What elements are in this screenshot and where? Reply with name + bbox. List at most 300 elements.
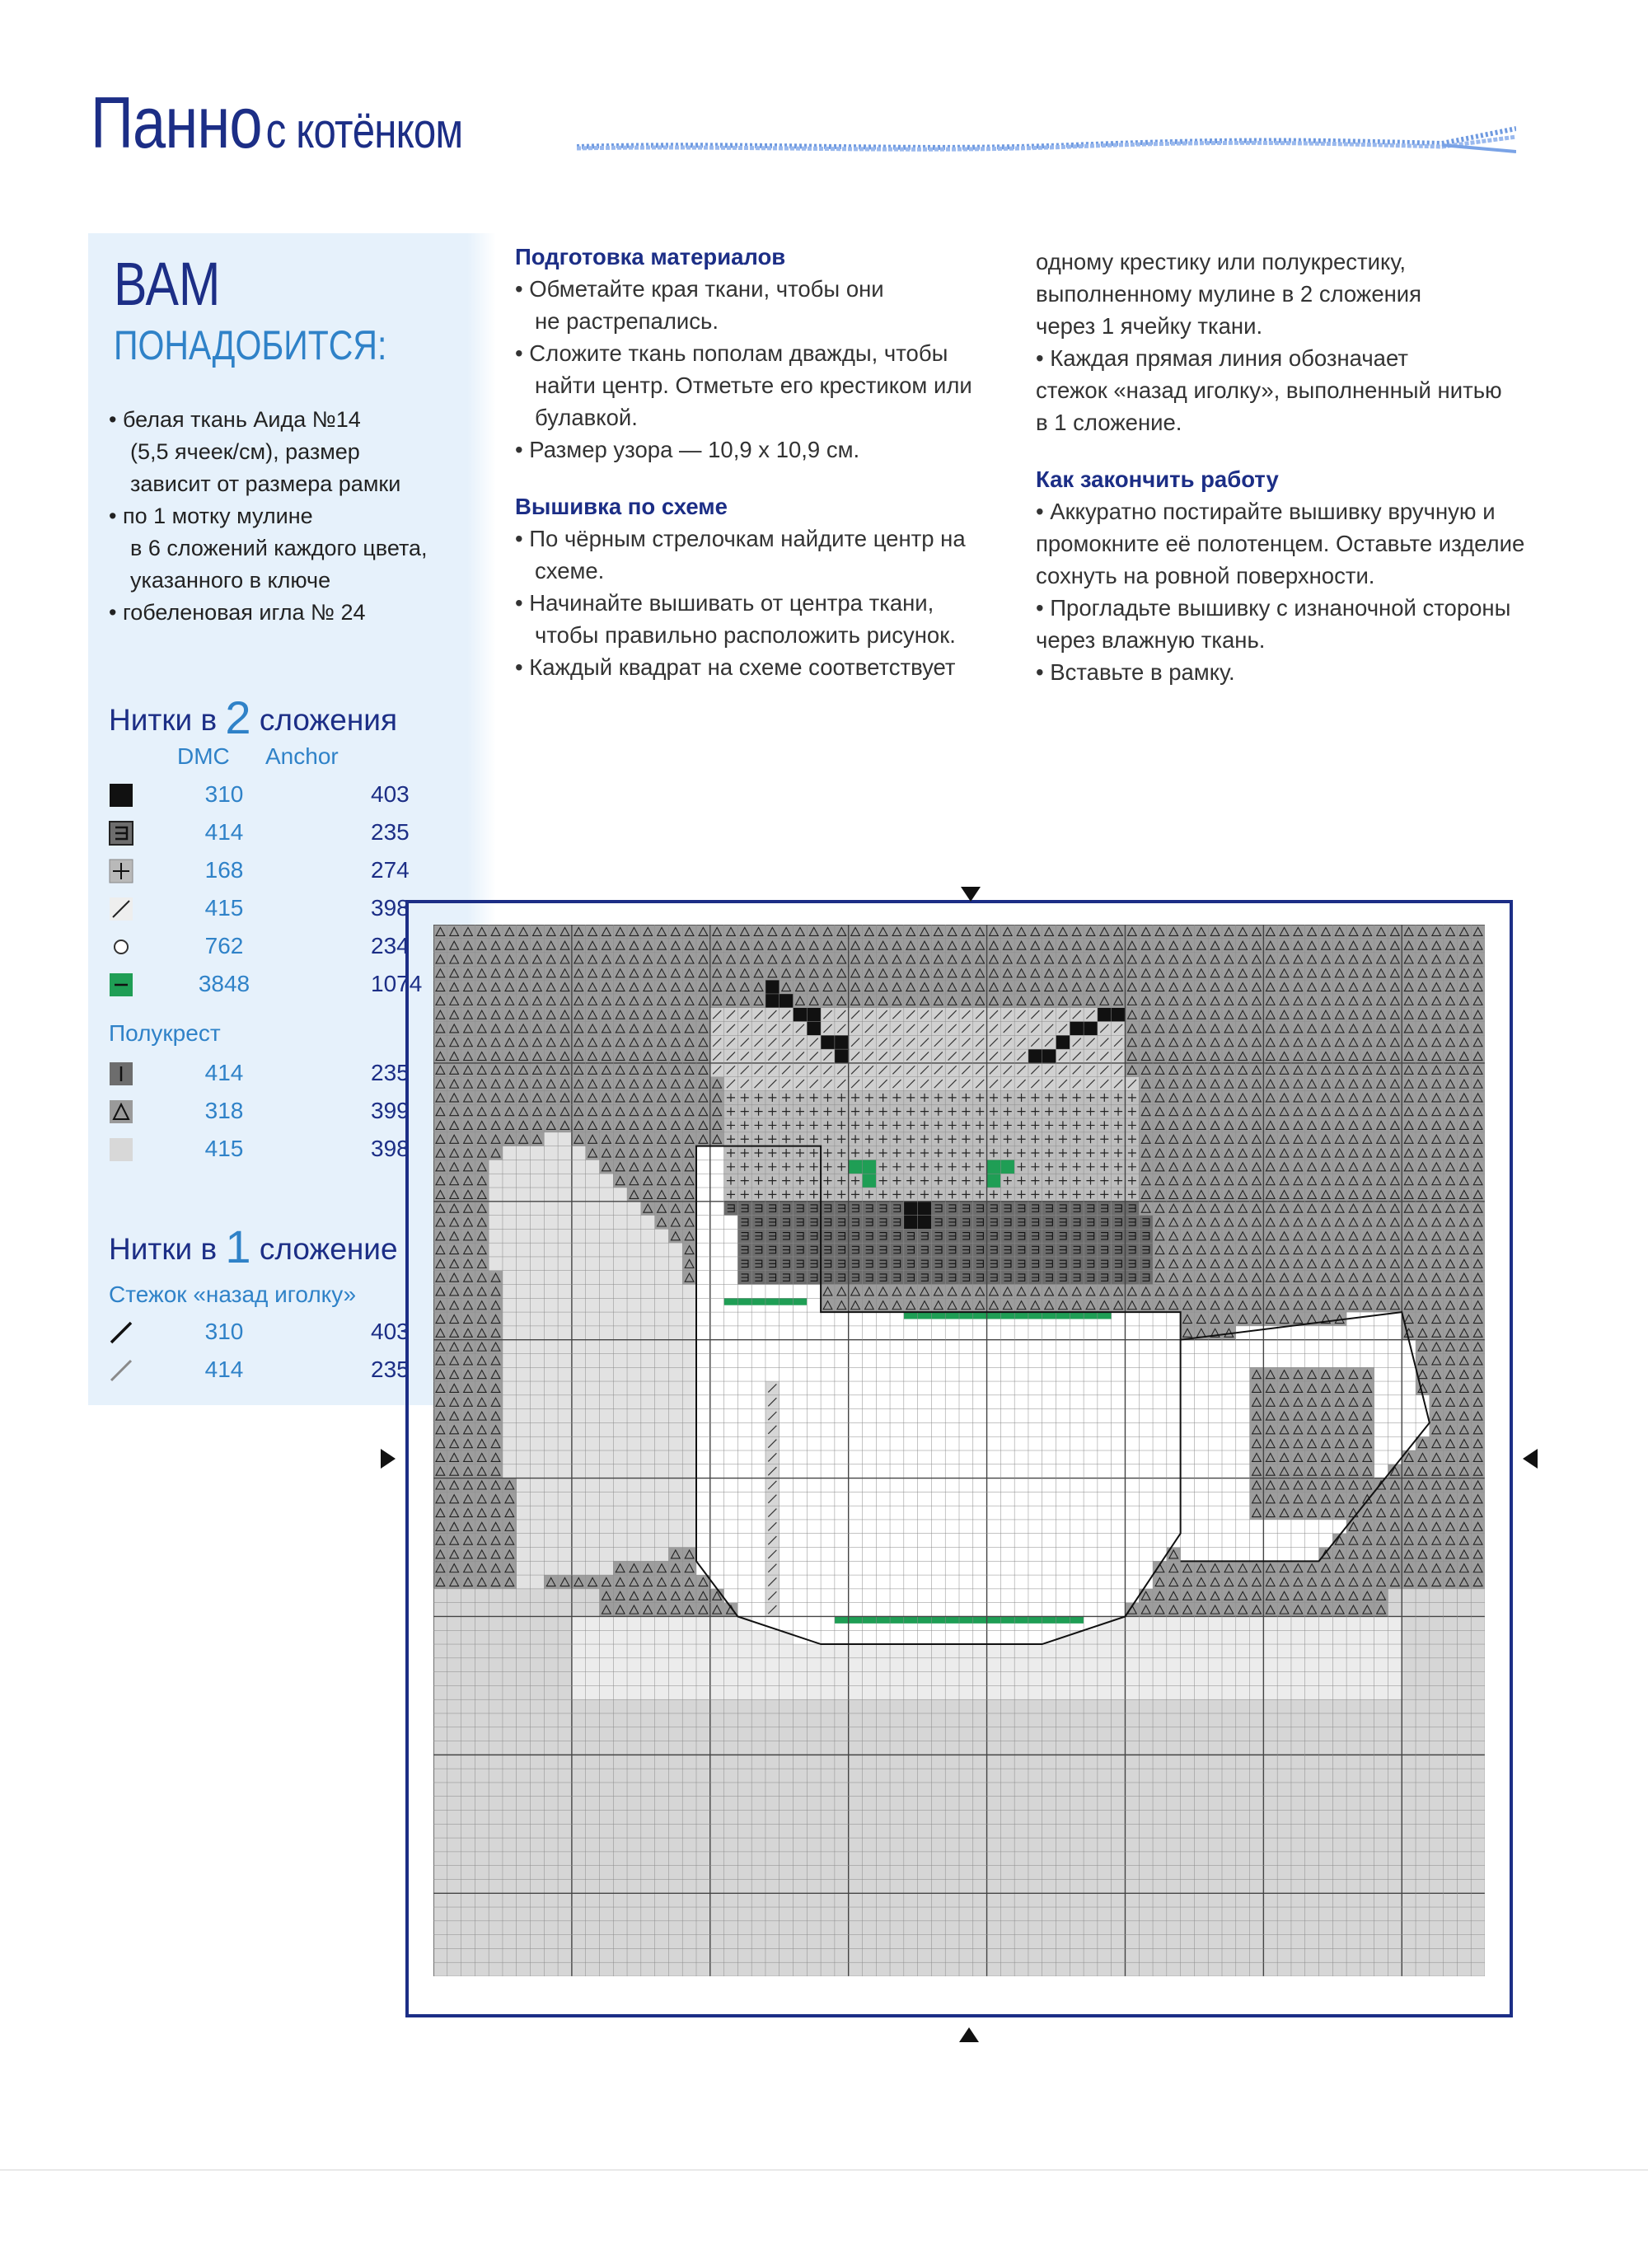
chart-cell	[517, 1395, 531, 1409]
chart-cell	[1194, 1381, 1208, 1395]
chart-cell	[1084, 1381, 1098, 1395]
chart-cell	[765, 1285, 780, 1299]
instruction-line: • Прогладьте вышивку с изнаночной стороны	[1036, 595, 1511, 621]
chart-cell	[531, 1202, 545, 1216]
chart-cell	[737, 1285, 751, 1299]
chart-cell	[503, 1202, 517, 1216]
chart-cell	[765, 1367, 780, 1381]
chart-cell	[1305, 1353, 1319, 1367]
chart-cell	[517, 1367, 531, 1381]
chart-cell	[1000, 1422, 1014, 1436]
chart-cell	[627, 1367, 641, 1381]
chart-cell	[1277, 1353, 1291, 1367]
chart-cell	[627, 1340, 641, 1354]
chart-cell	[682, 1326, 696, 1340]
chart-cell	[613, 1326, 627, 1340]
chart-cell	[724, 1216, 738, 1230]
chart-cell	[599, 1409, 613, 1423]
chart-cell	[517, 1422, 531, 1436]
materials-line: • белая ткань Аида №14	[109, 407, 361, 432]
chart-cell	[613, 1298, 627, 1312]
chart-cell	[1319, 1340, 1333, 1354]
chart-cell	[586, 1257, 600, 1271]
chart-cell	[945, 1326, 959, 1340]
chart-cell	[904, 1381, 918, 1395]
thread-symbol-icon	[109, 1099, 133, 1124]
chart-cell	[710, 1326, 724, 1340]
dmc-number: 414	[204, 1060, 244, 1085]
chart-cell	[696, 1381, 710, 1395]
section-heading: Вышивка по схеме	[515, 494, 728, 519]
chart-cell	[1374, 1326, 1388, 1340]
chart-cell	[1112, 1422, 1126, 1436]
chart-cell	[1014, 1340, 1028, 1354]
chart-cell	[1181, 1340, 1195, 1354]
chart-cell	[1014, 1395, 1028, 1409]
chart-cell	[973, 1367, 987, 1381]
chart-cell	[696, 1243, 710, 1257]
chart-cell	[1222, 1340, 1236, 1354]
chart-cell	[655, 1298, 669, 1312]
chart-cell	[918, 1409, 932, 1423]
chart-cell	[780, 1312, 794, 1326]
chart-cell	[1125, 1422, 1139, 1436]
chart-cell	[876, 1409, 890, 1423]
chart-cell	[1139, 1326, 1153, 1340]
chart-cell	[765, 1326, 780, 1340]
chart-cell	[572, 1422, 586, 1436]
chart-cell	[794, 1353, 808, 1367]
chart-cell	[737, 1381, 751, 1395]
chart-cell	[641, 1216, 655, 1230]
chart-cell	[862, 1353, 876, 1367]
chart-cell	[890, 1409, 904, 1423]
chart-cell	[931, 1353, 945, 1367]
chart-cell	[627, 1312, 641, 1326]
chart-cell	[1042, 1340, 1056, 1354]
chart-cell	[1194, 1353, 1208, 1367]
chart-cell	[682, 1285, 696, 1299]
chart-cell	[945, 1340, 959, 1354]
chart-cell	[876, 1381, 890, 1395]
chart-cell	[794, 1395, 808, 1409]
chart-cell	[1305, 1326, 1319, 1340]
chart-cell	[531, 1216, 545, 1230]
chart-cell	[503, 1422, 517, 1436]
chart-cell	[641, 1312, 655, 1326]
chart-cell	[655, 1229, 669, 1243]
chart-cell	[807, 1340, 821, 1354]
chart-cell	[876, 1367, 890, 1381]
chart-cell	[807, 1381, 821, 1395]
chart-cell	[572, 1146, 586, 1160]
chart-cell	[668, 1422, 682, 1436]
chart-cell	[682, 1381, 696, 1395]
chart-cell	[1222, 1409, 1236, 1423]
chart-cell	[1153, 1395, 1167, 1409]
chart-cell	[668, 1257, 682, 1271]
chart-cell	[710, 1174, 724, 1188]
chart-cell	[544, 1367, 558, 1381]
chart-cell	[599, 1353, 613, 1367]
chart-cell	[599, 1271, 613, 1285]
chart-cell	[627, 1229, 641, 1243]
chart-cell	[682, 1395, 696, 1409]
chart-cell	[558, 1174, 572, 1188]
chart-cell	[1374, 1422, 1388, 1436]
chart-cell	[682, 1298, 696, 1312]
chart-cell	[558, 1257, 572, 1271]
chart-cell	[737, 1326, 751, 1340]
chart-cell	[696, 1353, 710, 1367]
chart-cell	[807, 1395, 821, 1409]
chart-cell	[544, 1243, 558, 1257]
chart-cell	[862, 1422, 876, 1436]
thread-decoration	[577, 124, 1516, 173]
chart-cell	[737, 1367, 751, 1381]
chart-cell	[835, 1326, 849, 1340]
chart-cell	[1153, 1340, 1167, 1354]
chart-cell	[1070, 1340, 1084, 1354]
chart-cell	[1388, 1326, 1402, 1340]
chart-cell	[544, 1216, 558, 1230]
chart-cell	[987, 1409, 1001, 1423]
dmc-number: 3848	[198, 971, 250, 996]
chart-cell	[1167, 1395, 1181, 1409]
chart-cell	[572, 1340, 586, 1354]
chart-cell	[1042, 1422, 1056, 1436]
thread-symbol-icon	[109, 859, 133, 883]
chart-cell	[904, 1409, 918, 1423]
chart-cell	[517, 1285, 531, 1299]
chart-cell	[945, 1367, 959, 1381]
thread-symbol-icon	[109, 935, 133, 959]
chart-cell	[517, 1229, 531, 1243]
chart-cell	[544, 1409, 558, 1423]
chart-cell	[890, 1353, 904, 1367]
chart-cell	[780, 1395, 794, 1409]
chart-cell	[710, 1285, 724, 1299]
chart-cell	[1112, 1381, 1126, 1395]
chart-cell	[807, 1285, 821, 1299]
chart-cell	[821, 1326, 835, 1340]
chart-cell	[627, 1326, 641, 1340]
chart-cell	[904, 1422, 918, 1436]
chart-cell	[1194, 1409, 1208, 1423]
chart-cell	[1374, 1367, 1388, 1381]
chart-cell	[517, 1216, 531, 1230]
chart-cell	[558, 1229, 572, 1243]
chart-cell	[904, 1367, 918, 1381]
chart-cell	[627, 1381, 641, 1395]
cross-stitch-chart	[433, 925, 1485, 1976]
spacer	[515, 466, 1009, 490]
chart-cell	[544, 1146, 558, 1160]
chart-cell	[724, 1326, 738, 1340]
chart-cell	[1374, 1381, 1388, 1395]
chart-cell	[572, 1160, 586, 1174]
chart-cell	[544, 1395, 558, 1409]
chart-cell	[668, 1395, 682, 1409]
instruction-line: • Каждый квадрат на схеме соответствует	[515, 654, 956, 680]
chart-cell	[1236, 1422, 1250, 1436]
chart-cell	[503, 1285, 517, 1299]
chart-cell	[1222, 1367, 1236, 1381]
chart-cell	[780, 1340, 794, 1354]
chart-cell	[821, 1367, 835, 1381]
chart-cell	[503, 1271, 517, 1285]
chart-cell	[655, 1326, 669, 1340]
chart-cell	[835, 1381, 849, 1395]
chart-cell	[973, 1381, 987, 1395]
chart-cell	[1070, 1326, 1084, 1340]
chart-cell	[668, 1285, 682, 1299]
chart-cell	[586, 1340, 600, 1354]
chart-cell	[835, 1409, 849, 1423]
chart-cell	[1388, 1395, 1402, 1409]
chart-cell	[918, 1395, 932, 1409]
chart-cell	[641, 1381, 655, 1395]
chart-cell	[655, 1367, 669, 1381]
anchor-column-header: Anchor	[265, 743, 339, 769]
chart-cell	[835, 1367, 849, 1381]
chart-cell	[1181, 1367, 1195, 1381]
chart-cell	[1291, 1340, 1305, 1354]
chart-cell	[517, 1312, 531, 1326]
chart-cell	[737, 1422, 751, 1436]
chart-cell	[641, 1395, 655, 1409]
chart-cell	[586, 1216, 600, 1230]
chart-cell	[973, 1340, 987, 1354]
chart-cell	[794, 1422, 808, 1436]
chart-cell	[1319, 1353, 1333, 1367]
instruction-line: найти центр. Отметьте его крестиком или	[535, 373, 972, 398]
chart-cell	[780, 1381, 794, 1395]
thread-key-row	[109, 968, 455, 1005]
chart-cell	[973, 1409, 987, 1423]
chart-cell	[1291, 1326, 1305, 1340]
chart-cell	[780, 1326, 794, 1340]
chart-cell	[517, 1243, 531, 1257]
chart-cell	[1028, 1395, 1042, 1409]
chart-cell	[1000, 1395, 1014, 1409]
chart-cell	[1388, 1422, 1402, 1436]
chart-cell	[724, 1312, 738, 1326]
chart-cell	[558, 1202, 572, 1216]
chart-cell	[558, 1367, 572, 1381]
chart-cell	[627, 1409, 641, 1423]
chart-cell	[780, 1367, 794, 1381]
chart-cell	[794, 1340, 808, 1354]
chart-cell	[890, 1326, 904, 1340]
chart-cell	[780, 1422, 794, 1436]
chart-cell	[641, 1422, 655, 1436]
chart-cell	[696, 1229, 710, 1243]
chart-cell	[1125, 1367, 1139, 1381]
chart-cell	[1098, 1367, 1112, 1381]
chart-cell	[655, 1353, 669, 1367]
chart-cell	[627, 1285, 641, 1299]
chart-cell	[544, 1271, 558, 1285]
chart-cell	[572, 1326, 586, 1340]
chart-cell	[959, 1326, 973, 1340]
chart-cell	[586, 1326, 600, 1340]
chart-cell	[1167, 1422, 1181, 1436]
chart-cell	[1222, 1381, 1236, 1395]
chart-cell	[1056, 1395, 1070, 1409]
chart-cell	[959, 1422, 973, 1436]
chart-cell	[849, 1395, 863, 1409]
chart-cell	[849, 1422, 863, 1436]
chart-cell	[751, 1422, 765, 1436]
chart-cell	[1042, 1381, 1056, 1395]
chart-cell	[1167, 1381, 1181, 1395]
chart-cell	[544, 1381, 558, 1395]
chart-cell	[1291, 1353, 1305, 1367]
chart-cell	[1346, 1340, 1360, 1354]
chart-cell	[558, 1395, 572, 1409]
anchor-number: 403	[371, 1319, 410, 1344]
dmc-number: 415	[204, 1136, 244, 1161]
chart-cell	[737, 1340, 751, 1354]
chart-cell	[641, 1409, 655, 1423]
chart-cell	[1070, 1353, 1084, 1367]
chart-cell	[1346, 1353, 1360, 1367]
chart-cell	[973, 1353, 987, 1367]
materials-line: • по 1 мотку мулине	[109, 504, 313, 528]
chart-cell	[1332, 1326, 1346, 1340]
instruction-line: • Вставьте в рамку.	[1036, 659, 1235, 685]
chart-cell	[945, 1409, 959, 1423]
materials-line: зависит от размера рамки	[130, 471, 401, 496]
thread-key-row	[109, 930, 455, 968]
instruction-line: не растрепались.	[535, 308, 719, 334]
chart-cell	[1208, 1340, 1222, 1354]
chart-cell	[586, 1367, 600, 1381]
chart-cell	[599, 1312, 613, 1326]
chart-cell	[544, 1298, 558, 1312]
chart-cell	[531, 1243, 545, 1257]
dmc-number: 415	[204, 895, 244, 921]
chart-cell	[586, 1353, 600, 1367]
chart-cell	[904, 1395, 918, 1409]
thread-key-row	[109, 1057, 455, 1094]
chart-cell	[1125, 1340, 1139, 1354]
chart-cell	[627, 1243, 641, 1257]
chart-cell	[641, 1229, 655, 1243]
chart-cell	[613, 1312, 627, 1326]
chart-cell	[641, 1298, 655, 1312]
chart-cell	[1139, 1395, 1153, 1409]
chart-cell	[780, 1285, 794, 1299]
chart-cell	[641, 1285, 655, 1299]
chart-cell	[710, 1381, 724, 1395]
chart-cell	[710, 1353, 724, 1367]
chart-cell	[807, 1422, 821, 1436]
chart-cell	[531, 1160, 545, 1174]
chart-cell	[1402, 1409, 1416, 1423]
chart-cell	[531, 1422, 545, 1436]
chart-cell	[696, 1202, 710, 1216]
chart-cell	[794, 1326, 808, 1340]
chart-cell	[1305, 1340, 1319, 1354]
chart-cell	[710, 1395, 724, 1409]
chart-cell	[599, 1202, 613, 1216]
chart-cell	[807, 1326, 821, 1340]
chart-cell	[1014, 1422, 1028, 1436]
thread-key-row	[109, 1094, 455, 1132]
chart-cell	[1194, 1340, 1208, 1354]
chart-cell	[558, 1285, 572, 1299]
chart-cell	[1250, 1340, 1264, 1354]
chart-cell	[655, 1422, 669, 1436]
chart-cell	[1402, 1381, 1416, 1395]
chart-cell	[599, 1367, 613, 1381]
chart-cell	[794, 1381, 808, 1395]
chart-cell	[973, 1395, 987, 1409]
chart-cell	[1236, 1409, 1250, 1423]
chart-cell	[586, 1422, 600, 1436]
chart-cell	[973, 1422, 987, 1436]
chart-cell	[1098, 1422, 1112, 1436]
chart-cell	[531, 1174, 545, 1188]
chart-cell	[655, 1340, 669, 1354]
materials-list	[109, 404, 471, 629]
chart-cell	[586, 1243, 600, 1257]
threads-1-heading: Нитки в 1 сложение	[109, 1221, 398, 1272]
chart-cell	[1042, 1409, 1056, 1423]
chart-cell	[613, 1409, 627, 1423]
chart-cell	[517, 1257, 531, 1271]
chart-cell	[517, 1381, 531, 1395]
chart-cell	[613, 1243, 627, 1257]
chart-cell	[835, 1340, 849, 1354]
anchor-number: 399	[371, 1098, 410, 1123]
chart-cell	[1222, 1395, 1236, 1409]
chart-cell	[641, 1340, 655, 1354]
chart-cell	[1153, 1409, 1167, 1423]
chart-cell	[503, 1216, 517, 1230]
chart-cell	[696, 1326, 710, 1340]
chart-cell	[696, 1422, 710, 1436]
chart-cell	[724, 1395, 738, 1409]
chart-cell	[544, 1422, 558, 1436]
chart-cell	[599, 1395, 613, 1409]
chart-cell	[945, 1395, 959, 1409]
chart-cell	[1056, 1381, 1070, 1395]
chart-cell	[821, 1409, 835, 1423]
chart-cell	[627, 1298, 641, 1312]
chart-cell	[931, 1340, 945, 1354]
chart-cell	[1319, 1326, 1333, 1340]
chart-cell	[1098, 1353, 1112, 1367]
thread-symbol-icon	[109, 821, 133, 846]
chart-cell	[807, 1312, 821, 1326]
chart-cell	[1236, 1367, 1250, 1381]
chart-cell	[503, 1243, 517, 1257]
chart-cell	[655, 1409, 669, 1423]
chart-cell	[724, 1381, 738, 1395]
chart-cell	[1263, 1340, 1277, 1354]
chart-cell	[558, 1243, 572, 1257]
chart-cell	[1098, 1409, 1112, 1423]
chart-cell	[724, 1353, 738, 1367]
thread-key-row	[109, 778, 455, 816]
chart-cell	[599, 1243, 613, 1257]
chart-cell	[780, 1409, 794, 1423]
chart-cell	[586, 1298, 600, 1312]
chart-cell	[1056, 1422, 1070, 1436]
